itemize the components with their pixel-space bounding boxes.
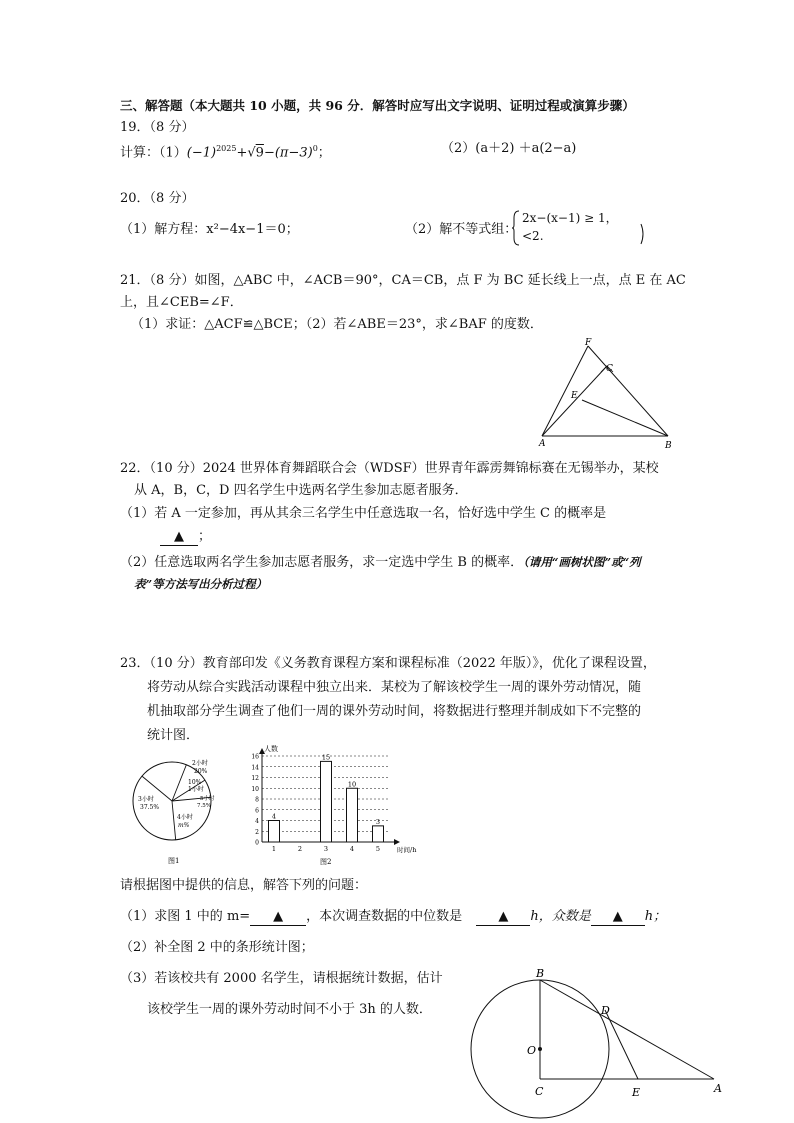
pie-label-1h: 1小时 (188, 786, 204, 793)
pie-value-4h: m% (178, 822, 190, 829)
q20-part1: （1）解方程：x²−4x−1＝0； (120, 222, 299, 237)
q22-part1: （1）若 A 一定参加，再从其余三名学生中任意选取一名，恰好选中学生 C 的概率是 (120, 506, 607, 521)
segment-ba (540, 980, 714, 1079)
system-brace (512, 210, 520, 246)
y-tick-label: 4 (255, 818, 259, 825)
sqrt-symbol: √ (247, 145, 256, 161)
circle-figure (468, 962, 740, 1122)
y-tick-label: 0 (255, 839, 259, 847)
bar-value-label: 10 (347, 780, 357, 789)
q23-part2: （2）补全图 2 中的条形统计图； (120, 940, 314, 955)
pie-value-1h: 10% (188, 779, 202, 786)
label-b: B (536, 967, 545, 980)
q22-answer-line (160, 528, 211, 546)
median-blank[interactable]: ▲ (476, 909, 530, 926)
q21-line2: 上，且∠CEB=∠F． (120, 295, 243, 310)
q23-part3: （3）若该校共有 2000 名学生，请根据统计数据，估计 (120, 971, 443, 986)
pie-value-2h: 20% (194, 768, 208, 775)
x-axis-arrow (394, 839, 400, 845)
q19-exp1: 2025 (216, 144, 237, 153)
bar-value-label: 4 (271, 812, 277, 821)
segment-af (542, 346, 588, 436)
q21-line3: （1）求证：△ACF≌△BCE；（2）若∠ABE＝23°，求∠BAF 的度数． (131, 317, 543, 332)
q23-line1: 23．（10 分）教育部印发《义务教育课程方案和课程标准（2022 年版）》，优化了课程设置， (120, 656, 656, 671)
q19-term1: (−1) (186, 145, 217, 161)
q22-part2-text: （2）任意选取两名学生参加志愿者服务，求一定选中学生 B 的概率． (120, 555, 524, 570)
segment-eb (582, 400, 668, 436)
y-tick-label: 2 (255, 828, 259, 836)
q23-part1 (120, 908, 666, 926)
label-c: C (535, 1085, 544, 1098)
inequality-2: <2. (522, 229, 544, 243)
q22-line1: 22．（10 分）2024 世界体育舞蹈联合会（WDSF）世界青年霹雳舞锦标赛在无锡举办，某校 (120, 461, 659, 476)
pie-label-2h: 2小时 (192, 760, 208, 767)
q23-line3: 机抽取部分学生调查了他们一周的课外劳动时间，将数据进行整理并制成如下不完整的 (147, 704, 642, 719)
y-tick-label: 6 (255, 807, 259, 815)
y-tick-label: 10 (251, 785, 259, 793)
q19-lead: 计算：（1） (120, 145, 187, 161)
y-tick-label: 16 (251, 753, 259, 761)
bar-caption: 图2 (320, 858, 332, 866)
pie-label-4h: 4小时 (177, 814, 193, 821)
q20-part2: （2）解不等式组： (405, 222, 518, 237)
label-a: A (539, 439, 546, 449)
triangle-figure (530, 336, 680, 454)
bar-chart (240, 740, 440, 868)
pie-caption: 图1 (168, 857, 180, 865)
q21-line1: 21．（8 分）如图，△ABC 中，∠ACB＝90°，CA＝CB，点 F 为 BC 延长线上一点，点 E 在 AC (120, 273, 686, 288)
q23-part1-c: h，众数是 (530, 909, 591, 924)
q19-radicand: 9 (255, 145, 264, 161)
segment-ac (542, 366, 607, 436)
pie-label-3h: 3小时 (138, 796, 154, 803)
q20-number: 20．（8 分） (120, 191, 195, 206)
x-axis-label: 时间/h (397, 846, 417, 854)
q19-part2: （2）(a＋2) ＋a(2−a) (441, 141, 577, 156)
bar-value-label: 3 (375, 817, 381, 826)
q22-line2: 从 A，B，C，D 四名学生中选两名学生参加志愿者服务． (134, 483, 468, 498)
x-tick-label: 2 (297, 845, 303, 853)
q19-term2: −(π−3) (263, 145, 313, 161)
y-tick-label: 8 (255, 796, 259, 804)
label-f: F (585, 338, 592, 348)
answer-blank[interactable]: ▲ (160, 529, 198, 546)
bar-value-label: 15 (321, 753, 331, 762)
q22-method-hint-cont: 表”等方法写出分析过程） (134, 577, 268, 591)
q23-part1-b: ，本次调查数据的中位数是 (306, 909, 463, 924)
inequality-1: 2x−(x−1) ≥ 1， (522, 211, 618, 225)
q19-end: ； (317, 145, 331, 161)
x-tick-label: 3 (323, 845, 329, 853)
right-paren (640, 223, 646, 245)
q23-part1-a: （1）求图 1 中的 m= (120, 909, 251, 924)
pie-value-3h: 37.5% (140, 804, 160, 811)
q19-part1 (120, 140, 331, 162)
x-tick-label: 4 (349, 845, 355, 853)
q22-part2 (120, 553, 641, 572)
segment-fb (588, 346, 668, 436)
bar (269, 821, 280, 843)
q23-line4: 统计图． (147, 728, 200, 743)
q23-line2: 将劳动从综合实践活动课程中独立出来．某校为了解该校学生一周的课外劳动情况，随 (147, 680, 642, 695)
bar (373, 826, 384, 842)
mode-blank[interactable]: ▲ (591, 909, 645, 926)
label-e: E (571, 391, 578, 401)
y-tick-label: 14 (251, 764, 259, 772)
y-axis-label: 人数 (264, 745, 278, 753)
label-b: B (665, 441, 672, 451)
x-tick-label: 5 (375, 845, 381, 853)
bar (347, 788, 358, 842)
label-c: C (606, 364, 613, 374)
pie-chart (130, 754, 220, 866)
q19-plus: + (236, 145, 248, 161)
q23-prompt: 请根据图中提供的信息，解答下列的问题： (120, 878, 368, 893)
label-a: A (714, 1082, 722, 1095)
label-o: O (527, 1044, 537, 1057)
q22-part1-end: ； (198, 529, 212, 544)
bar (321, 761, 332, 842)
center-point (538, 1047, 542, 1051)
y-tick-label: 12 (251, 775, 259, 782)
q23-part3-cont: 该校学生一周的课外劳动时间不小于 3h 的人数． (147, 1002, 432, 1017)
q22-method-hint: （请用“画树状图”或“列 (523, 555, 641, 569)
q19-exp2: 0 (312, 144, 318, 153)
label-d: D (601, 1004, 610, 1017)
pie-label-5h: 5小时 (200, 796, 215, 802)
segment-de (605, 1010, 638, 1079)
label-e: E (632, 1086, 641, 1099)
m-blank[interactable]: ▲ (250, 909, 306, 926)
section-header: 三、解答题（本大题共 10 小题，共 96 分．解答时应写出文字说明、证明过程或演算步骤） (120, 98, 635, 113)
pie-value-5h: 7.5% (197, 803, 211, 809)
x-tick-label: 1 (271, 845, 277, 853)
q19-number: 19．（8 分） (120, 120, 195, 135)
q23-part1-d: h； (644, 909, 667, 924)
